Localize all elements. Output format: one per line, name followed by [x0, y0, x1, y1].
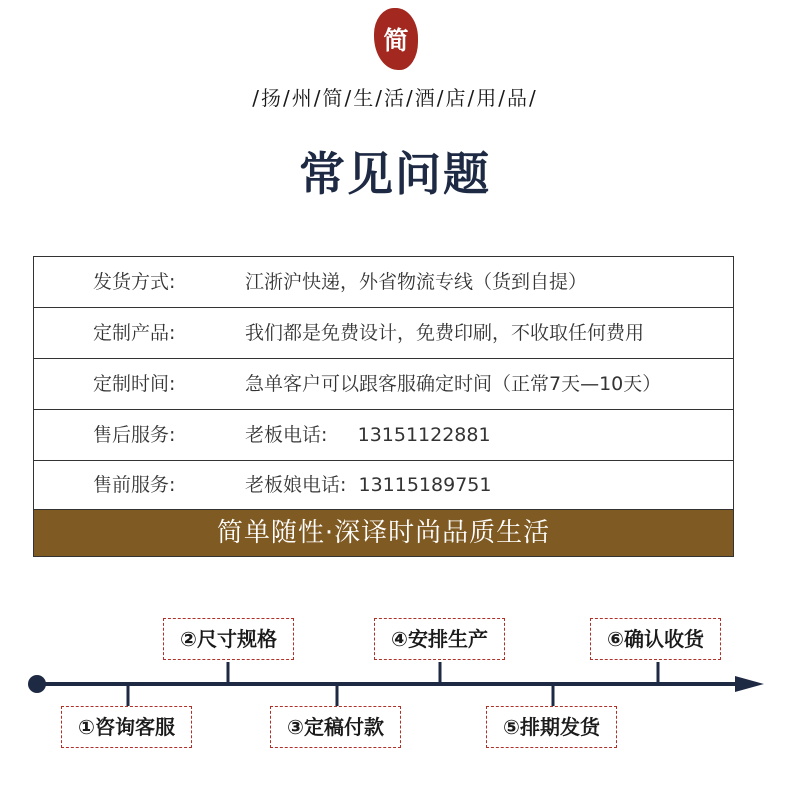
- faq-table: [33, 256, 734, 557]
- faq-value: 我们都是免费设计，免费印刷，不收取任何费用: [245, 322, 645, 344]
- step-production: ④安排生产: [374, 618, 505, 660]
- faq-label: 定制产品:: [93, 322, 176, 344]
- faq-label: 发货方式:: [93, 271, 176, 293]
- brand-seal-logo: [374, 8, 418, 70]
- step-size: ②尺寸规格: [163, 618, 294, 660]
- faq-label: 售前服务:: [93, 474, 176, 496]
- seal-char: 简: [383, 26, 409, 55]
- faq-value: 急单客户可以跟客服确定时间（正常7天—10天）: [245, 373, 662, 395]
- shop-name: /扬/州/简/生/活/酒/店/用/品/: [252, 86, 538, 110]
- faq-row-custom-product: [34, 308, 733, 359]
- faq-label: 售后服务:: [93, 424, 176, 446]
- step-consult: ①咨询客服: [61, 706, 192, 748]
- faq-value: 老板娘电话: 13115189751: [245, 474, 492, 496]
- faq-value: 老板电话: 13151122881: [245, 424, 491, 446]
- process-timeline: [0, 600, 790, 800]
- step-payment: ③定稿付款: [270, 706, 401, 748]
- timeline-arrow-icon: [735, 676, 764, 692]
- faq-label: 定制时间:: [93, 373, 176, 395]
- page-title: 常见问题: [299, 147, 491, 201]
- faq-row-shipping: [34, 257, 733, 308]
- faq-banner: 简单随性·深译时尚品质生活: [34, 510, 733, 556]
- timeline-start-dot: [28, 675, 46, 693]
- faq-row-after-sales: [34, 410, 733, 461]
- step-receipt: ⑥确认收货: [590, 618, 721, 660]
- faq-row-custom-time: [34, 359, 733, 410]
- faq-row-pre-sales: [34, 460, 733, 510]
- faq-value: 江浙沪快递，外省物流专线（货到自提）: [245, 271, 588, 293]
- step-shipping: ⑤排期发货: [486, 706, 617, 748]
